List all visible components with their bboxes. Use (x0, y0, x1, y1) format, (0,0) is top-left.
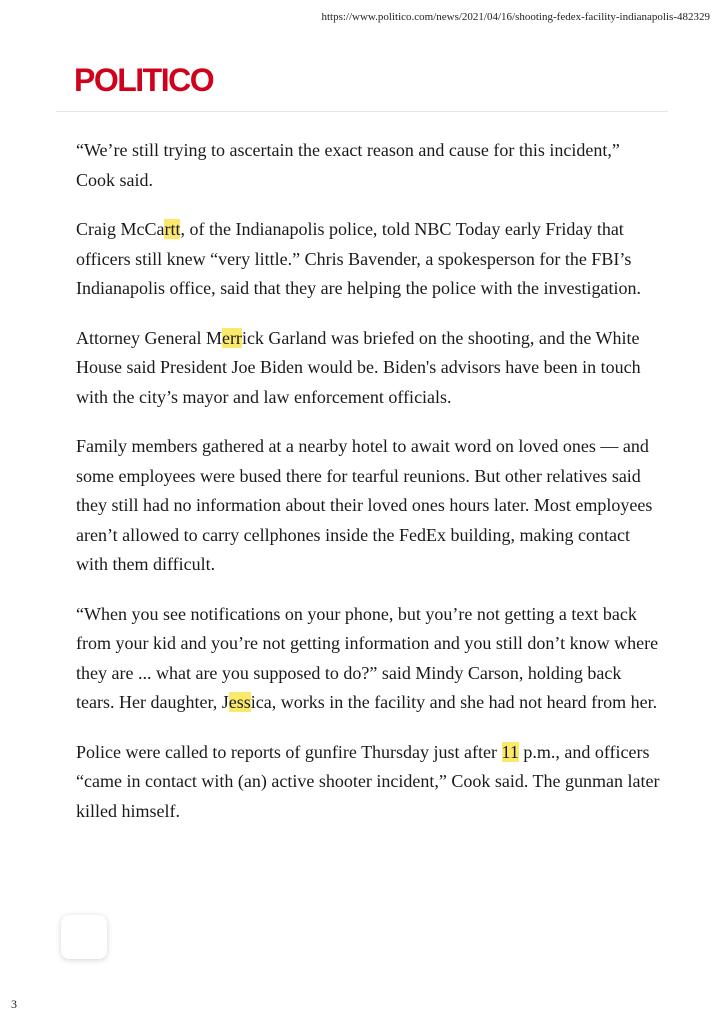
paragraph-6-text-b: p.m., and officers “came in contact with (an) active shooter incident,” Cook said. The gunman later killed himself. (76, 741, 660, 821)
paragraph-3-text-a: Attorney General M (76, 327, 222, 348)
article-body (76, 136, 661, 846)
header-divider (56, 111, 668, 112)
politico-logo[interactable]: POLITICO (74, 62, 214, 98)
search-highlight: ess (228, 692, 251, 712)
search-highlight: err (221, 327, 242, 348)
search-highlight: 11 (501, 741, 519, 762)
paragraph-6-text-a: Police were called to reports of gunfire Thursday just after (76, 741, 502, 762)
paragraph-5-text-a: “When you see notifications on your phone, but you’re not getting a text back from your kid and you’re not getting information and you still don’t know where they are ... what are you supposed to do?” said Mindy Carson, holding back tears. Her daughter, J (76, 603, 659, 712)
paragraph-2 (76, 215, 661, 304)
paragraph-3-text-b: ick Garland was briefed on the shooting, and the White House said President Joe Biden would be. Biden's advisors have been in touch with the city’s mayor and law enforcement officials. (76, 327, 641, 407)
paragraph-1: “We’re still trying to ascertain the exact reason and cause for this incident,” Cook said. (76, 140, 620, 190)
floating-widget-button[interactable] (61, 915, 107, 959)
paragraph-2-text-b: , of the Indianapolis police, told NBC Today early Friday that officers still knew “very little.” Chris Bavender, a spokesperson for the FBI’s Indianapolis office, said that they are helping the police with the investigation. (76, 219, 642, 298)
paragraph-3 (76, 324, 661, 413)
search-highlight: rtt (164, 219, 181, 239)
paragraph-5 (76, 600, 661, 718)
paragraph-6 (76, 738, 661, 827)
page-number: 3 (11, 997, 17, 1011)
paragraph-2-text-a: Craig McCa (76, 219, 165, 239)
paragraph-5-text-b: ica, works in the facility and she had not heard from her. (250, 692, 658, 712)
source-url: https://www.politico.com/news/2021/04/16/shooting-fedex-facility-indianapolis-482329 (321, 11, 710, 23)
paragraph-4: Family members gathered at a nearby hotel to await word on loved ones — and some employees were bused there for tearful reunions. But other relatives said they still had no information about their loved ones hours later. Most employees aren’t allowed to carry cellphones inside the FedEx building, making contact with them difficult. (76, 436, 653, 574)
